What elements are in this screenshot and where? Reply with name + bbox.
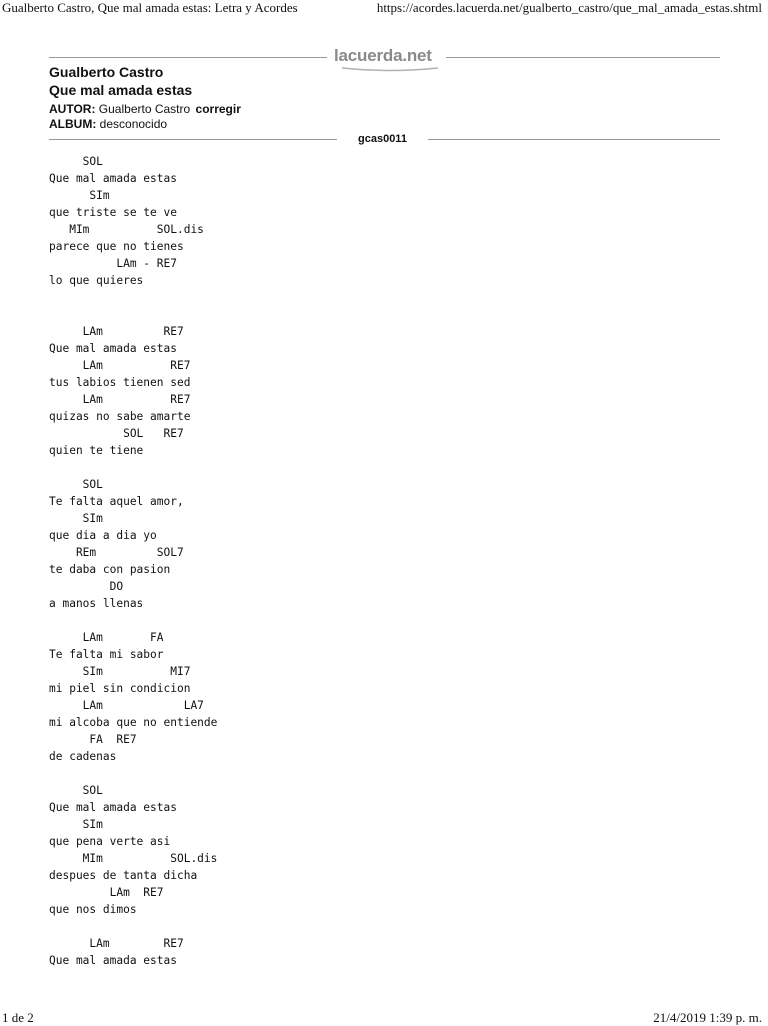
song-code: gcas0011 <box>358 133 407 145</box>
print-header-url: https://acordes.lacuerda.net/gualberto_castro/que_mal_amada_estas.shtml <box>376 0 762 15</box>
chord-line: SOL RE7 <box>49 427 184 440</box>
lyric-line: mi piel sin condicion <box>49 682 191 695</box>
lyric-line: LAm LA7 <box>49 699 204 712</box>
lyric-line: Que mal amada estas <box>49 801 177 814</box>
lyric-line: LAm - RE7 <box>49 257 177 270</box>
lyric-line: Te falta aquel amor, <box>49 495 184 508</box>
lyric-line: que triste se te ve <box>49 206 177 219</box>
song-title: Que mal amada estas <box>49 82 193 98</box>
autor-line <box>49 102 241 116</box>
lyric-line: que dia a dia yo <box>49 529 157 542</box>
lyric-line: despues de tanta dicha <box>49 869 198 882</box>
album-label: ALBUM: <box>49 117 97 131</box>
lyric-line: DO <box>49 580 124 593</box>
blank-line <box>49 289 217 306</box>
lyric-line: quizas no sabe amarte <box>49 410 191 423</box>
autor-value[interactable]: Gualberto Castro <box>98 102 191 116</box>
lacuerda-logo[interactable] <box>334 46 444 72</box>
artist-name[interactable]: Gualberto Castro <box>49 64 164 80</box>
blank-line <box>49 765 217 782</box>
lyric-line: parece que no tienes <box>49 240 184 253</box>
blank-line <box>49 918 217 935</box>
lyric-line: LAm RE7 <box>49 937 184 950</box>
lyric-line: lo que quieres <box>49 274 144 287</box>
logo-swoosh-icon <box>340 66 440 72</box>
lyric-line: SOL <box>49 784 103 797</box>
lyric-line: SOL <box>49 478 103 491</box>
lyric-line: Que mal amada estas <box>49 954 177 967</box>
lyric-line: Que mal amada estas <box>49 172 177 185</box>
chord-line: SOL <box>49 155 103 168</box>
chord-line: FA RE7 <box>49 733 137 746</box>
album-line <box>49 117 167 131</box>
lyric-line: LAm FA <box>49 631 164 644</box>
lyric-line: SIm MI7 <box>49 665 191 678</box>
blank-line <box>49 306 217 323</box>
lyric-line: REm SOL7 <box>49 546 184 559</box>
corregir-link[interactable]: corregir <box>195 102 241 116</box>
code-divider-left <box>49 139 337 140</box>
lyric-line: LAm RE7 <box>49 393 191 406</box>
lyric-line: mi alcoba que no entiende <box>49 716 218 729</box>
lyric-line: SIm <box>49 818 103 831</box>
lyric-line: te daba con pasion <box>49 563 171 576</box>
lyric-line: a manos llenas <box>49 597 144 610</box>
lyric-line: que pena verte asi <box>49 835 171 848</box>
lyric-line: que nos dimos <box>49 903 137 916</box>
blank-line <box>49 612 217 629</box>
top-divider-right <box>446 57 720 58</box>
lyric-line: LAm RE7 <box>49 325 184 338</box>
lyric-line: SIm <box>49 189 110 202</box>
print-footer-datetime: 21/4/2019 1:39 p. m. <box>653 1010 762 1025</box>
autor-label: AUTOR: <box>49 102 96 116</box>
lyric-line: quien te tiene <box>49 444 144 457</box>
lyric-line: MIm SOL.dis <box>49 852 218 865</box>
lyric-line: Que mal amada estas <box>49 342 177 355</box>
logo-text: lacuerda.net <box>334 46 432 65</box>
top-divider-left <box>49 57 327 58</box>
lyric-line: MIm SOL.dis <box>49 223 204 236</box>
lyric-line: Te falta mi sabor <box>49 648 164 661</box>
blank-line <box>49 459 217 476</box>
print-footer-page: 1 de 2 <box>2 1010 34 1025</box>
code-divider-right <box>428 139 720 140</box>
lyric-line: LAm RE7 <box>49 359 191 372</box>
lyrics-chords-block <box>49 153 217 969</box>
lyric-line: tus labios tienen sed <box>49 376 191 389</box>
album-value: desconocido <box>99 117 168 131</box>
lyric-line: de cadenas <box>49 750 117 763</box>
lyric-line: LAm RE7 <box>49 886 164 899</box>
print-header-title: Gualberto Castro, Que mal amada estas: Letra y Acordes <box>2 0 298 15</box>
lyric-line: SIm <box>49 512 103 525</box>
